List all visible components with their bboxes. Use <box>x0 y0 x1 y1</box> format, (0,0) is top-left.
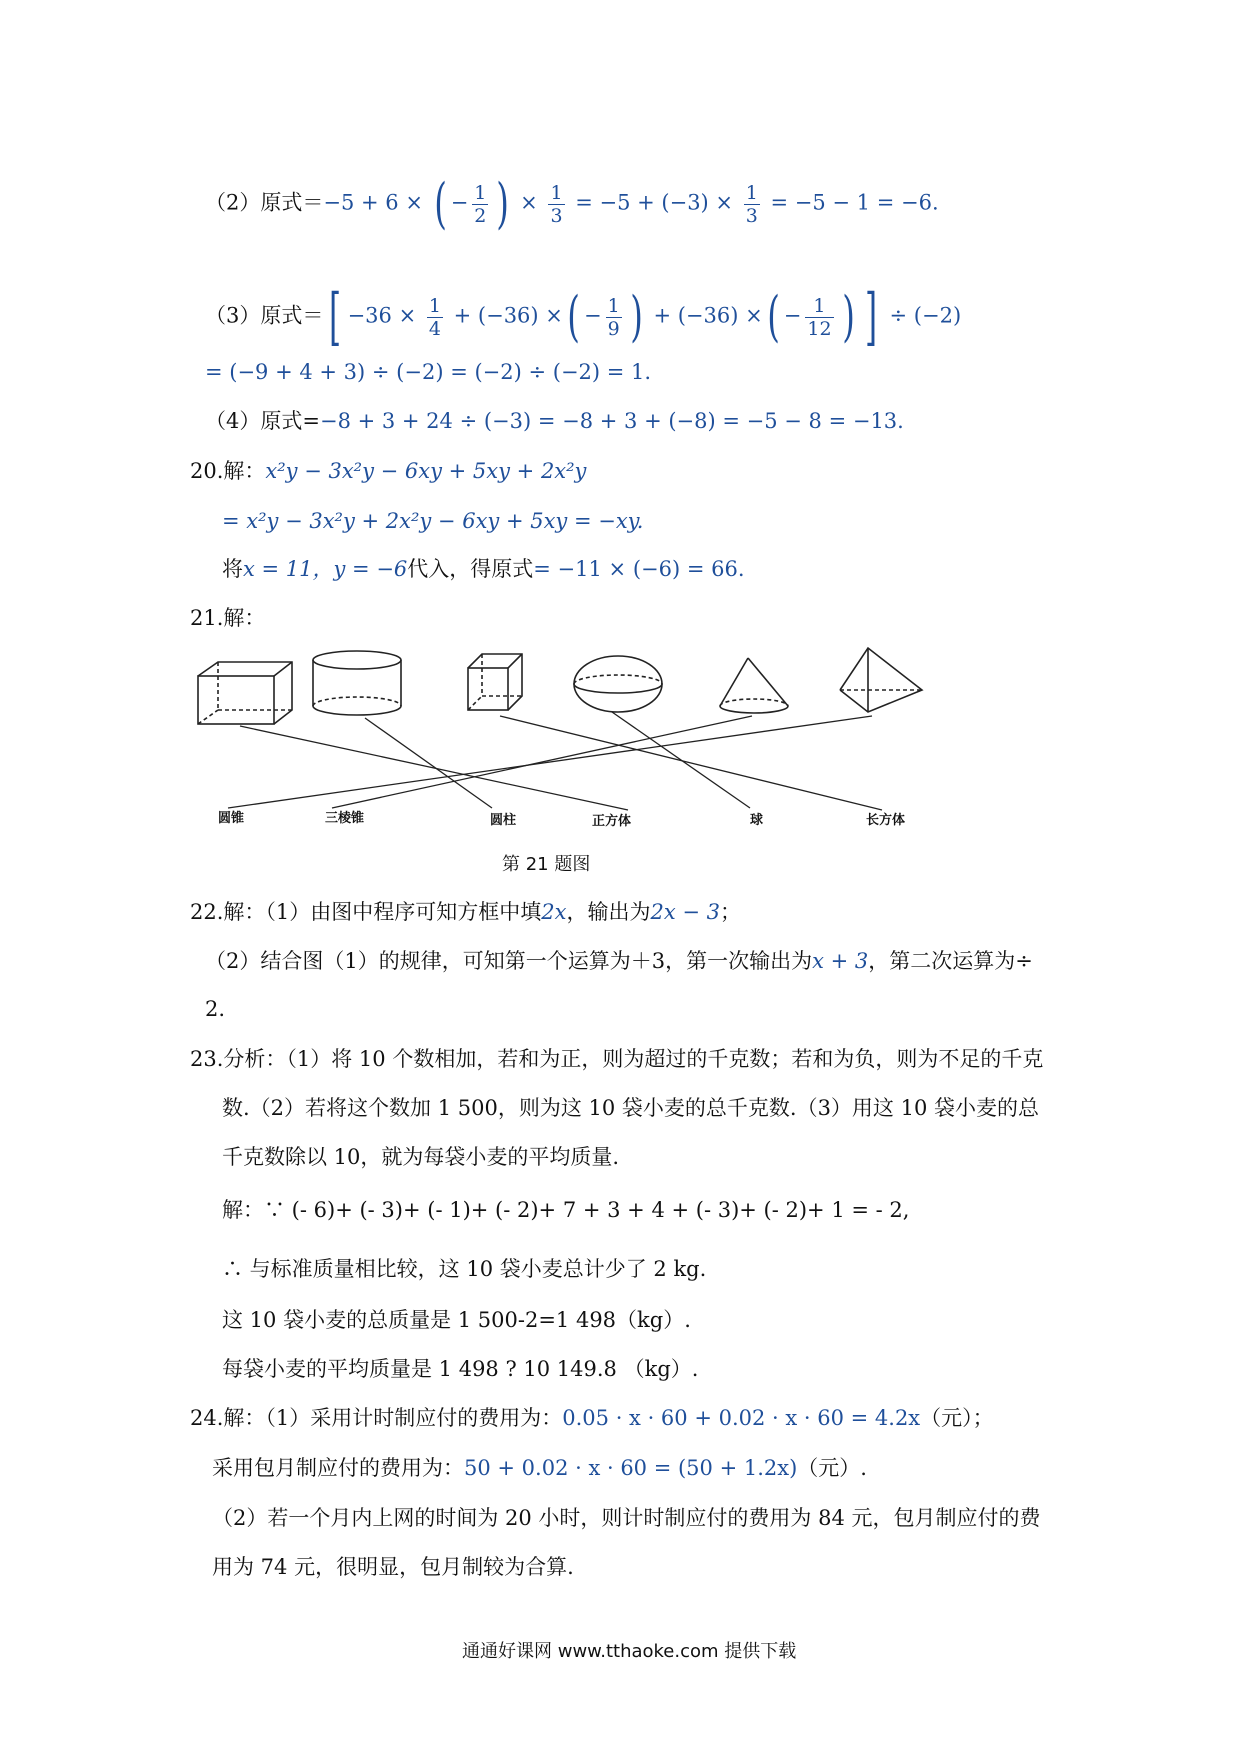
cone-shape <box>720 658 788 713</box>
q23-line4: 解：∵ (- 6)+ (- 3)+ (- 1)+ (- 2)+ 7 + 3 + 4 + (- 3)+ (- 2)+ 1 = - 2, <box>222 1198 910 1222</box>
q20-line3: 将x = 11，y = −6代入，得原式= −11 × (−6) = 66. <box>222 557 745 581</box>
q21-heading: 21.解： <box>190 606 266 630</box>
label-sphere: 球 <box>750 813 764 828</box>
fraction: $\frac{1}{3}$ <box>550 181 563 227</box>
fraction: $\frac{1}{4}$ <box>428 294 441 340</box>
matching-lines <box>228 712 882 810</box>
label-cone: 圆锥 <box>218 811 245 826</box>
q24-line4: 用为 74 元，很明显，包月制较为合算. <box>212 1555 574 1579</box>
cube-shape <box>468 654 522 710</box>
sphere-shape <box>574 656 662 712</box>
q20-line2: = x²y − 3x²y + 2x²y − 6xy + 5xy = −xy. <box>222 509 644 533</box>
q24-line2: 采用包月制应付的费用为：50 + 0.02 · x · 60 = (50 + 1.2x)（元）. <box>212 1456 867 1480</box>
q20-line1: 20.解：x²y − 3x²y − 6xy + 5xy + 2x²y <box>190 459 587 483</box>
fraction: $\frac{1}{2}$ <box>474 181 487 227</box>
q19-part3-line2: = (−9 + 4 + 3) ÷ (−2) = (−2) ÷ (−2) = 1. <box>205 360 652 384</box>
fraction: $\frac{1}{12}$ <box>807 294 832 340</box>
q23-line7: 每袋小麦的平均质量是 1 498 ? 10 149.8 （kg）. <box>222 1357 699 1381</box>
q19-part4: （4）原式=−8 + 3 + 24 ÷ (−3) = −8 + 3 + (−8) = −5 − 8 = −13. <box>205 409 904 433</box>
label-triangular-pyramid: 三棱锥 <box>325 811 365 826</box>
label-cylinder: 圆柱 <box>490 813 517 828</box>
q22-line1: 22.解：（1）由图中程序可知方框中填2x，输出为2x − 3； <box>190 900 741 924</box>
pyramid-shape <box>840 648 922 712</box>
q23-line2: 数.（2）若将这个数加 1 500，则为这 10 袋小麦的总千克数.（3）用这 10 袋小麦的总 <box>222 1096 1040 1120</box>
q23-line5: ∴ 与标准质量相比较，这 10 袋小麦总计少了 2 kg. <box>222 1257 707 1281</box>
q22-line3: 2. <box>205 997 226 1021</box>
q23-line1: 23.分析：（1）将 10 个数相加，若和为正，则为超过的千克数；若和为负，则为不足的千克 <box>190 1047 1044 1071</box>
page-footer: 通通好课网 www.tthaoke.com 提供下载 <box>462 1641 797 1662</box>
q22-line2: （2）结合图（1）的规律，可知第一个运算为＋3，第一次输出为x + 3，第二次运算为÷ <box>205 949 1033 973</box>
q24-line1: 24.解：（1）采用计时制应付的费用为：0.05 · x · 60 + 0.02 · x · 60 = 4.2x（元）； <box>190 1406 994 1430</box>
cuboid-shape <box>198 662 292 724</box>
fraction: $\frac{1}{3}$ <box>745 181 758 227</box>
q19-part3: （3）原式＝[ −36 × $\frac{1}{4}$ + (−36) ×( − $\frac{1}{9}$ ) + (−36) ×( − $\frac{1}{12}$ ) ] ÷ (−2) <box>205 280 962 353</box>
q23-line6: 这 10 袋小麦的总质量是 1 500-2=1 498（kg）. <box>222 1308 691 1332</box>
cylinder-shape <box>313 651 401 715</box>
fraction: $\frac{1}{9}$ <box>607 294 620 340</box>
q19-part2: （2）原式＝−5 + 6 × ( − $\frac{1}{2}$ ) × $\frac{1}{3}$ = −5 + (−3) × $\frac{1}{3}$ = −5 − 1 = −6. <box>205 172 939 235</box>
label-cuboid: 长方体 <box>866 813 906 828</box>
figure-caption: 第 21 题图 <box>502 854 591 875</box>
q24-line3: （2）若一个月内上网的时间为 20 小时，则计时制应付的费用为 84 元，包月制应付的费 <box>212 1506 1041 1530</box>
q23-line3: 千克数除以 10，就为每袋小麦的平均质量. <box>222 1145 620 1169</box>
label-cube: 正方体 <box>592 814 632 829</box>
